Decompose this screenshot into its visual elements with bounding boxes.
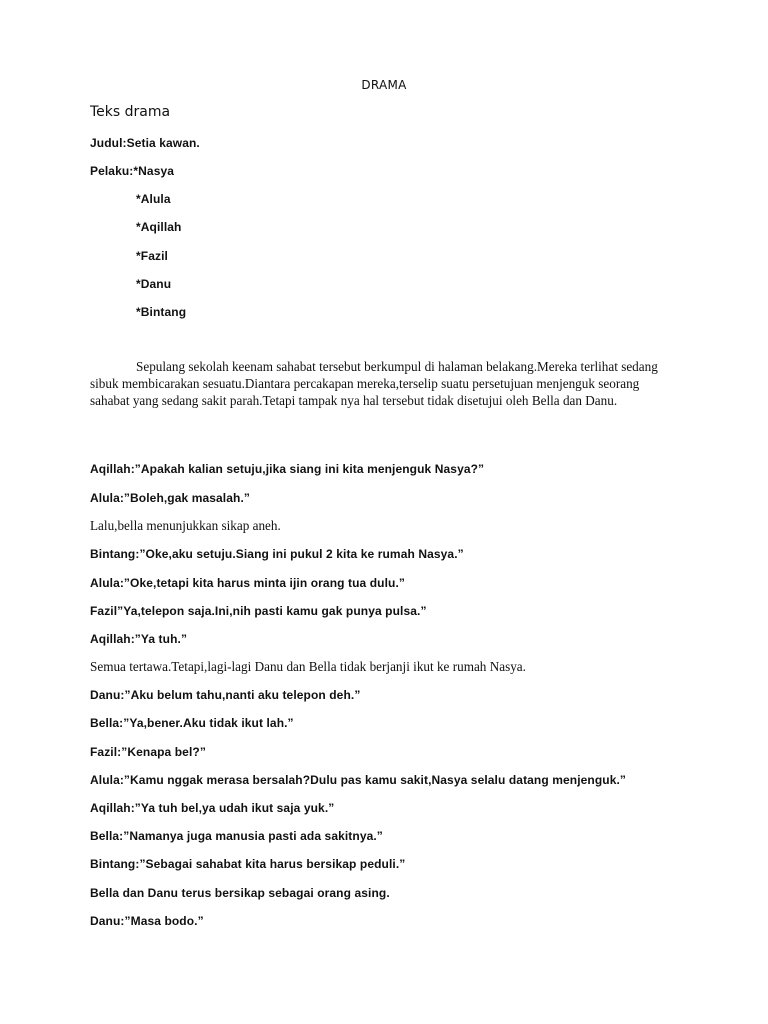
- dialog-line: Aqillah:”Ya tuh bel,ya udah ikut saja yuk.”: [90, 801, 335, 815]
- dialog-line: Bella:”Namanya juga manusia pasti ada sakitnya.”: [90, 829, 383, 843]
- dialog-line: Aqillah:”Ya tuh.”: [90, 632, 188, 646]
- dialog-line: Fazil”Ya,telepon saja.Ini,nih pasti kamu gak punya pulsa.”: [90, 604, 427, 618]
- judul-line: Judul:Setia kawan.: [90, 136, 200, 150]
- pelaku-line: Pelaku:*Nasya: [90, 164, 175, 178]
- pelaku-item: *Danu: [136, 277, 172, 291]
- dialog-line: Alula:”Oke,tetapi kita harus minta ijin orang tua dulu.”: [90, 576, 405, 590]
- pelaku-item: *Bintang: [136, 305, 187, 319]
- dialog-line: Danu:”Masa bodo.”: [90, 914, 204, 928]
- dialog-line: Fazil:”Kenapa bel?”: [90, 745, 206, 759]
- dialog-line: Danu:”Aku belum tahu,nanti aku telepon deh.”: [90, 688, 361, 702]
- dialog-line: Bella:”Ya,bener.Aku tidak ikut lah.”: [90, 716, 294, 730]
- pelaku-item: *Aqillah: [136, 220, 182, 234]
- narration-paragraph: Sepulang sekolah keenam sahabat tersebut berkumpul di halaman belakang.Mereka terlihat sedang sibuk membicarakan sesuatu.Diantara percakapan mereka,terselip suatu persetujuan menjenguk seorang sahabat yang sedang sakit parah.Tetapi tampak nya hal tersebut tidak disetujui oleh Bella dan Danu.: [90, 359, 658, 408]
- dialog-line: Aqillah:”Apakah kalian setuju,jika siang ini kita menjenguk Nasya?”: [90, 462, 485, 476]
- narration-line: Semua tertawa.Tetapi,lagi-lagi Danu dan Bella tidak berjanji ikut ke rumah Nasya.: [90, 659, 526, 674]
- dialog-line: Bintang:”Oke,aku setuju.Siang ini pukul 2 kita ke rumah Nasya.”: [90, 547, 464, 561]
- narration-line: Bella dan Danu terus bersikap sebagai orang asing.: [90, 886, 390, 900]
- dialog-line: Alula:”Kamu nggak merasa bersalah?Dulu pas kamu sakit,Nasya selalu datang menjenguk.”: [90, 773, 627, 787]
- pelaku-item: *Alula: [136, 192, 171, 206]
- narration-line: Lalu,bella menunjukkan sikap aneh.: [90, 518, 281, 533]
- document-subtitle: Teks drama: [90, 104, 171, 120]
- dialog-line: Alula:”Boleh,gak masalah.”: [90, 491, 250, 505]
- pelaku-item: *Fazil: [136, 249, 168, 263]
- dialog-line: Bintang:”Sebagai sahabat kita harus bersikap peduli.”: [90, 857, 406, 871]
- document-title: DRAMA: [361, 78, 407, 92]
